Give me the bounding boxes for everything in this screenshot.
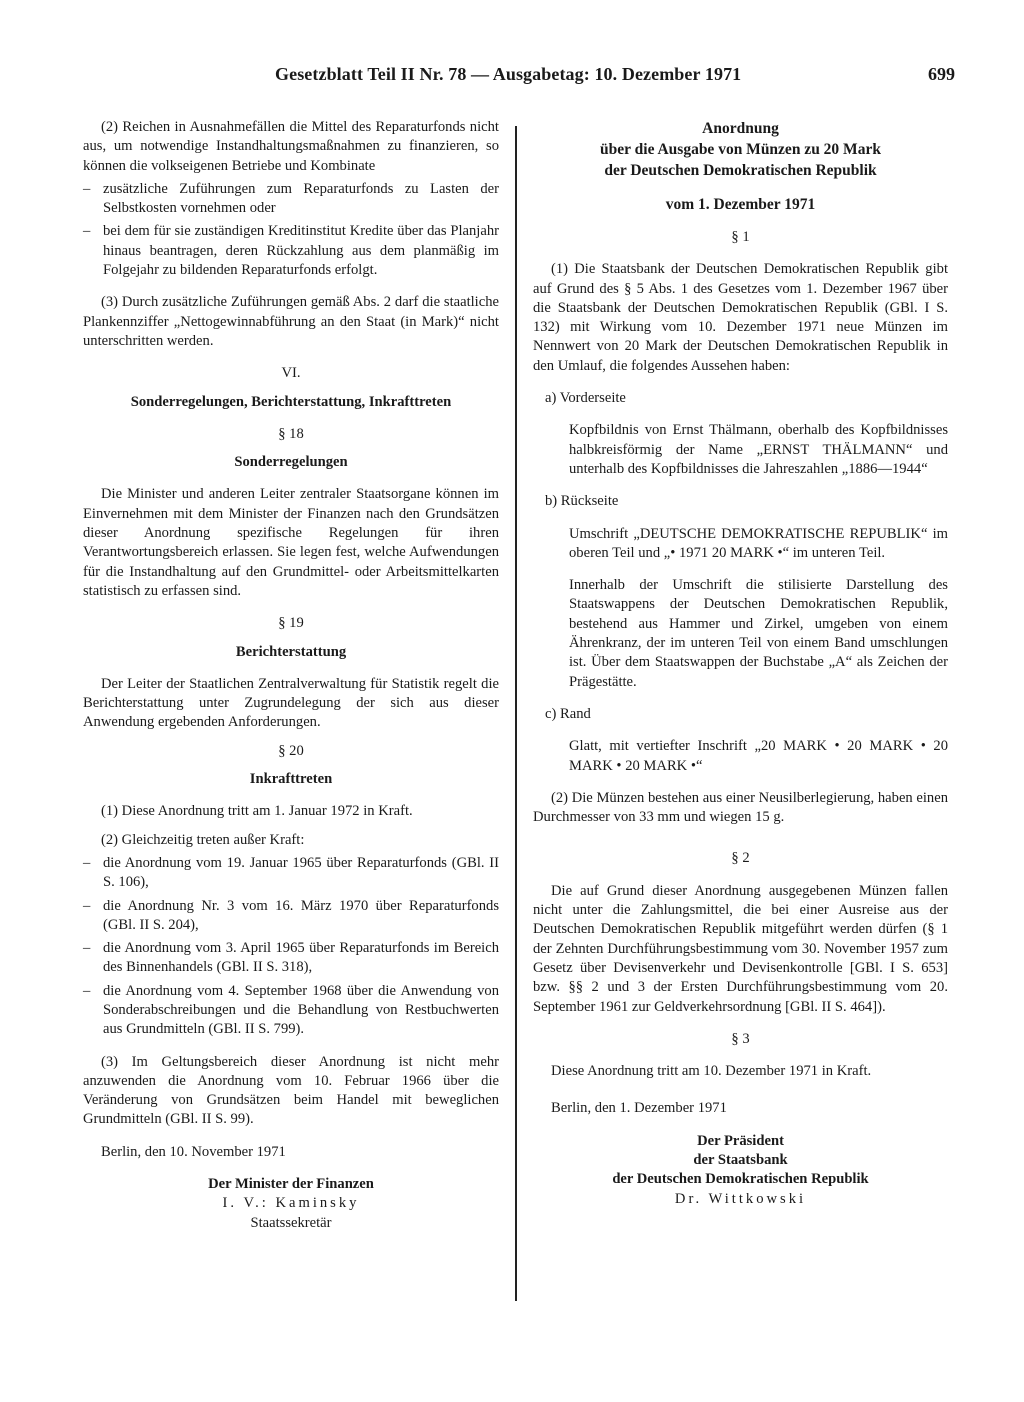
place-date: Berlin, den 1. Dezember 1971 [551, 1100, 727, 1117]
list-item: – die Anordnung vom 3. April 1965 über Reparaturfonds im Bereich des Binnenhandels (GBl. II S. 318), [83, 939, 499, 978]
section-20-paragraph-2: (2) Gleichzeitig treten außer Kraft: [101, 831, 305, 848]
section-18-text: Die Minister und anderen Leiter zentraler Staatsorgane können im Einvernehmen mit dem Minister der Finanzen nach den Grundsätzen dieser Anordnung spezifische Regelungen für ihren Verantwortungsbereich erlassen. Sie legen fest, welche Aufwendungen für die Instandhaltung auf den Grundmittel- oder Arbeitsmittelkarten statistisch zu erfassen sind. [83, 486, 499, 599]
right-column [533, 118, 948, 1209]
section-20-title: Inkrafttreten [249, 771, 333, 788]
section-numeral: VI. [281, 365, 301, 382]
section-19-title: Berichterstattung [235, 643, 347, 660]
left-column [83, 118, 499, 1233]
paragraph-2-intro: (2) Reichen in Ausnahmefällen die Mittel des Reparaturfonds nicht aus, um notwendige Instandhaltungsmaßnahmen zu finanzieren, so können die volkseigenen Betriebe und Kombinate [83, 119, 499, 174]
list-item-text: zusätzliche Zuführungen zum Reparaturfonds zu Lasten der Selbstkosten vornehmen oder [103, 180, 499, 217]
ordinance-date: vom 1. Dezember 1971 [665, 196, 816, 213]
signer-line-1: Der Präsident [697, 1132, 784, 1149]
section-19-text: Der Leiter der Staatlichen Zentralverwaltung für Statistik regelt die Berichterstattung unter Zugrundelegung der sich aus dieser Anwendung ergebenden Anforderungen. [83, 675, 499, 731]
section-3-text: Diese Anordnung tritt am 10. Dezember 1971 in Kraft. [551, 1063, 872, 1080]
signer-name: I. V.: Kaminsky [222, 1195, 360, 1212]
section-19-number: § 19 [278, 615, 304, 632]
list-item-text: die Anordnung vom 4. September 1968 über die Anwendung von Sonderabschreibungen und die Behandlung von Restbuchwerten aus Grundmitteln (GBl. II S. 799). [103, 982, 499, 1038]
section-20-paragraph-1: (1) Diese Anordnung tritt am 1. Januar 1972 in Kraft. [101, 803, 413, 820]
section-1-paragraph-1: (1) Die Staatsbank der Deutschen Demokratischen Republik gibt auf Grund des § 5 Abs. 1 des Gesetzes vom 1. Dezember 1967 über die Staatsbank der Deutschen Demokratischen Republik (GBl. I S. 132) mit Wirkung vom 10. Dezember 1971 neue Münzen im Nennwert von 20 Mark der Deutschen Demokratischen Republik in den Umlauf, die folgendes Aussehen haben: [533, 261, 948, 374]
ordinance-title-line-2: über die Ausgabe von Münzen zu 20 Mark [600, 141, 881, 158]
section-title: Sonderregelungen, Berichterstattung, Inkrafttreten [130, 393, 452, 410]
place-date: Berlin, den 10. November 1971 [101, 1143, 286, 1160]
section-18-number: § 18 [278, 425, 304, 442]
item-c-label: c) Rand [545, 705, 591, 722]
section-3-number: § 3 [731, 1030, 750, 1047]
list-item-text: die Anordnung Nr. 3 vom 16. März 1970 über Reparaturfonds (GBl. II S. 204), [103, 897, 499, 933]
list-item: – die Anordnung Nr. 3 vom 16. März 1970 über Reparaturfonds (GBl. II S. 204), [83, 897, 499, 936]
item-b-label: b) Rückseite [545, 493, 619, 510]
section-1-number: § 1 [731, 229, 750, 245]
item-a-label: a) Vorderseite [545, 390, 626, 407]
page-header [275, 64, 965, 90]
gazette-header: Gesetzblatt Teil II Nr. 78 — Ausgabetag: 10. Dezember 1971 [275, 64, 742, 84]
page-number: 699 [928, 64, 955, 84]
signer-line-2: der Staatsbank [693, 1151, 788, 1168]
list-item: – die Anordnung vom 4. September 1968 über die Anwendung von Sonderabschreibungen und die Behandlung von Restbuchwerten aus Grundmitteln (GBl. II S. 799). [83, 982, 499, 1040]
section-20-number: § 20 [278, 742, 304, 759]
item-b-text-1: Umschrift „DEUTSCHE DEMOKRATISCHE REPUBLIK“ im oberen Teil und „• 1971 20 MARK •“ im unteren Teil. [569, 525, 948, 561]
paragraph-3: (3) Durch zusätzliche Zuführungen gemäß Abs. 2 darf die staatliche Plankennziffer „Nettogewinnabführung an den Staat (in Mark)“ nicht unterschritten werden. [83, 294, 499, 349]
ordinance-title-line-3: der Deutschen Demokratischen Republik [604, 162, 877, 179]
item-b-text-2: Innerhalb der Umschrift die stilisierte Darstellung des Staatswappens der Deutschen Demokratischen Republik, bestehend aus Hammer und Zirkel, umgeben von einem Ährenkranz, der im unteren Teil von einem Band umschlungen ist. Über dem Staatswappen der Buchstabe „A“ als Zeichen der Prägestätte. [569, 577, 948, 690]
section-2-text: Die auf Grund dieser Anordnung ausgegebenen Münzen fallen nicht unter die Zahlungsmittel, die bei einer Ausreise aus der Deutschen Demokratischen Republik mitgeführt werden dürfen (§ 1 der Zehnten Durchführungsbestimmung vom 30. November 1957 zum Gesetz über Devisenverkehr und Devisenkontrolle [GBl. I S. 653] bzw. §§ 2 und 3 der Ersten Durchführungsbestimmung vom 20. September 1961 zur Geldverkehrsordnung [GBl. II S. 464]). [533, 882, 948, 1015]
section-20-paragraph-3: (3) Im Geltungsbereich dieser Anordnung ist nicht mehr anzuwenden die Anordnung vom 10. Februar 1966 über die Veränderung von Grundsätzen beim Handel mit beweglichen Grundmitteln (GBl. II S. 99). [83, 1053, 499, 1128]
signer-line-3: der Deutschen Demokratischen Republik [612, 1171, 869, 1188]
list-item-text: die Anordnung vom 3. April 1965 über Reparaturfonds im Bereich des Binnenhandels (GBl. II S. 318), [103, 940, 499, 976]
column-divider [515, 126, 517, 1301]
item-a-text: Kopfbildnis von Ernst Thälmann, oberhalb des Kopfbildnisses halbkreisförmig der Name „ERNST THÄLMANN“ und unterhalb des Kopfbildnisses die Jahreszahlen „1886—1944“ [569, 422, 948, 477]
item-c-text: Glatt, mit vertiefter Inschrift „20 MARK • 20 MARK • 20 MARK • 20 MARK •“ [569, 738, 948, 774]
section-2-number: § 2 [731, 850, 750, 867]
list-item: – die Anordnung vom 19. Januar 1965 über Reparaturfonds (GBl. II S. 106), [83, 854, 499, 893]
section-1-paragraph-2: (2) Die Münzen bestehen aus einer Neusilberlegierung, haben einen Durchmesser von 33 mm und wiegen 15 g. [533, 789, 948, 826]
list-item: – bei dem für sie zuständigen Kreditinstitut Kredite über das Planjahr hinaus beantragen, deren Rückzahlung aus dem planmäßig im Folgejahr zu bildenden Reparaturfonds erfolgt. [83, 222, 499, 280]
ordinance-title-line-1: Anordnung [702, 120, 779, 137]
signer-name: Dr. Wittkowski [674, 1190, 807, 1207]
signer-role: Staatssekretär [250, 1214, 332, 1231]
list-item: – zusätzliche Zuführungen zum Reparaturfonds zu Lasten der Selbstkosten vornehmen oder [83, 180, 499, 219]
signer-title: Der Minister der Finanzen [208, 1176, 374, 1193]
list-item-text: bei dem für sie zuständigen Kreditinstitut Kredite über das Planjahr hinaus beantragen, deren Rückzahlung aus dem planmäßig im Folgejahr zu bildenden Reparaturfonds erfolgt. [103, 223, 499, 279]
list-item-text: die Anordnung vom 19. Januar 1965 über Reparaturfonds (GBl. II S. 106), [103, 854, 499, 891]
section-18-title: Sonderregelungen [234, 454, 348, 471]
